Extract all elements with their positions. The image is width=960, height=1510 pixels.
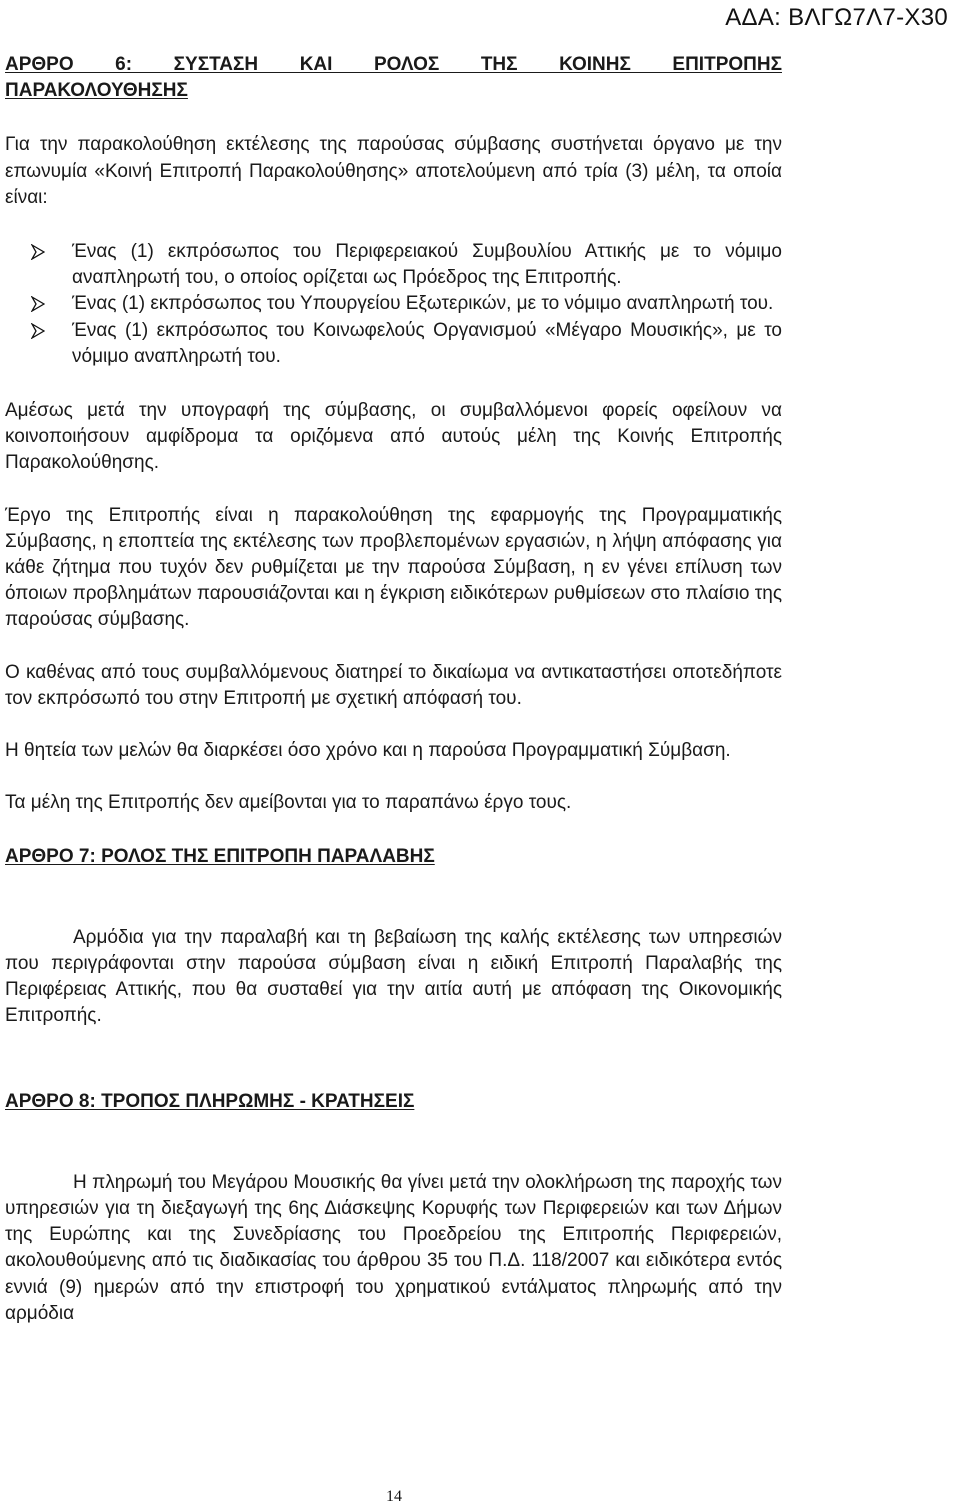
article-6-heading: ΑΡΘΡΟ 6: ΣΥΣΤΑΣΗ ΚΑΙ ΡΟΛΟΣ ΤΗΣ ΚΟΙΝΗΣ ΕΠΙΤΡΟΠΗΣ ΠΑΡΑΚΟΛΟΥΘΗΣΗΣ [5,54,782,102]
arrow-bullet-icon [31,318,45,339]
arrow-bullet-icon [31,239,45,260]
ada-code: ΑΔΑ: ΒΛΓΩ7Λ7-Χ30 [725,4,948,31]
paragraph: Ο καθένας από τους συμβαλλόμενους διατηρεί το δικαίωμα να αντικαταστήσει οποτεδήποτε τον εκπρόσωπό του στην Επιτροπή με σχετική απόφασή του. [5,661,782,709]
list-item [5,318,782,370]
page-number: 14 [386,1488,402,1505]
article-8-body: Η πληρωμή του Μεγάρου Μουσικής θα γίνει μετά την ολοκλήρωση της παροχής των υπηρεσιών για τη διεξαγωγή της 6ης Διάσκεψης Κορυφής των Περιφερειών και των Δήμων της Ευρώπης και της Συνεδρίασης του Προεδρείου της Επιτροπής Περιφερειών, ακολουθούμενης από τις διαδικασίας του άρθρου 35 του Π.Δ. 118/2007 και ειδικότερα εντός εννιά (9) ημερών από την επιστροφή του χρηματικού εντάλματος πληρωμής από την αρμόδια [5,1171,782,1324]
article-8-heading: ΑΡΘΡΟ 8: ΤΡΟΠΟΣ ΠΛΗΡΩΜΗΣ - ΚΡΑΤΗΣΕΙΣ [5,1091,415,1113]
member-text: Ένας (1) εκπρόσωπος του Κοινωφελούς Οργανισμού «Μέγαρο Μουσικής», με το νόμιμο αναπληρωτή του. [72,319,782,367]
list-item [5,291,782,317]
document-body [5,52,782,1327]
paragraph: Τα μέλη της Επιτροπής δεν αμείβονται για το παραπάνω έργο τους. [5,792,572,814]
article-6-intro: Για την παρακολούθηση εκτέλεσης της παρούσας σύμβασης συστήνεται όργανο με την επωνυμία «Κοινή Επιτροπή Παρακολούθησης» αποτελούμενη από τρία (3) μέλη, τα οποία είναι: [5,134,782,208]
arrow-bullet-icon [31,291,45,312]
paragraph: Έργο της Επιτροπής είναι η παρακολούθηση της εφαρμογής της Προγραμματικής Σύμβασης, η εποπτεία της εκτέλεσης των προβλεπομένων εργασιών, η λήψη απόφασης για κάθε ζήτημα που τυχόν δεν ρυθμίζεται με την παρούσα Σύμβαση, η εν γένει επίλυση των όποιων προβλημάτων παρουσιάζονται και η έγκριση ειδικότερων ρυθμίσεων στο πλαίσιο της παρούσας σύμβασης. [5,504,782,631]
list-item [5,239,782,291]
paragraph: Αμέσως μετά την υπογραφή της σύμβασης, οι συμβαλλόμενοι φορείς οφείλουν να κοινοποιήσουν αμφίδρομα τα οριζόμενα από αυτούς μέλη της Κοινής Επιτροπής Παρακολούθησης. [5,400,782,474]
paragraph: Η θητεία των μελών θα διαρκέσει όσο χρόνο και η παρούσα Προγραμματική Σύμβαση. [5,740,731,762]
article-7-body: Αρμόδια για την παραλαβή και τη βεβαίωση της καλής εκτέλεσης των υπηρεσιών που περιγράφονται στην παρούσα σύμβαση είναι η ειδική Επιτροπή Παραλαβής της Περιφέρειας Αττικής, που θα συσταθεί για την αιτία αυτή με απόφαση της Οικονομικής Επιτροπής. [5,926,782,1027]
article-7-heading: ΑΡΘΡΟ 7: ΡΟΛΟΣ ΤΗΣ ΕΠΙΤΡΟΠΗ ΠΑΡΑΛΑΒΗΣ [5,846,435,868]
member-text: Ένας (1) εκπρόσωπος του Περιφερειακού Συμβουλίου Αττικής με το νόμιμο αναπληρωτή του, ο οποίος ορίζεται ως Πρόεδρος της Επιτροπής. [72,241,782,289]
member-text: Ένας (1) εκπρόσωπος του Υπουργείου Εξωτερικών, με το νόμιμο αναπληρωτή του. [72,293,774,315]
committee-members-list [5,239,782,370]
